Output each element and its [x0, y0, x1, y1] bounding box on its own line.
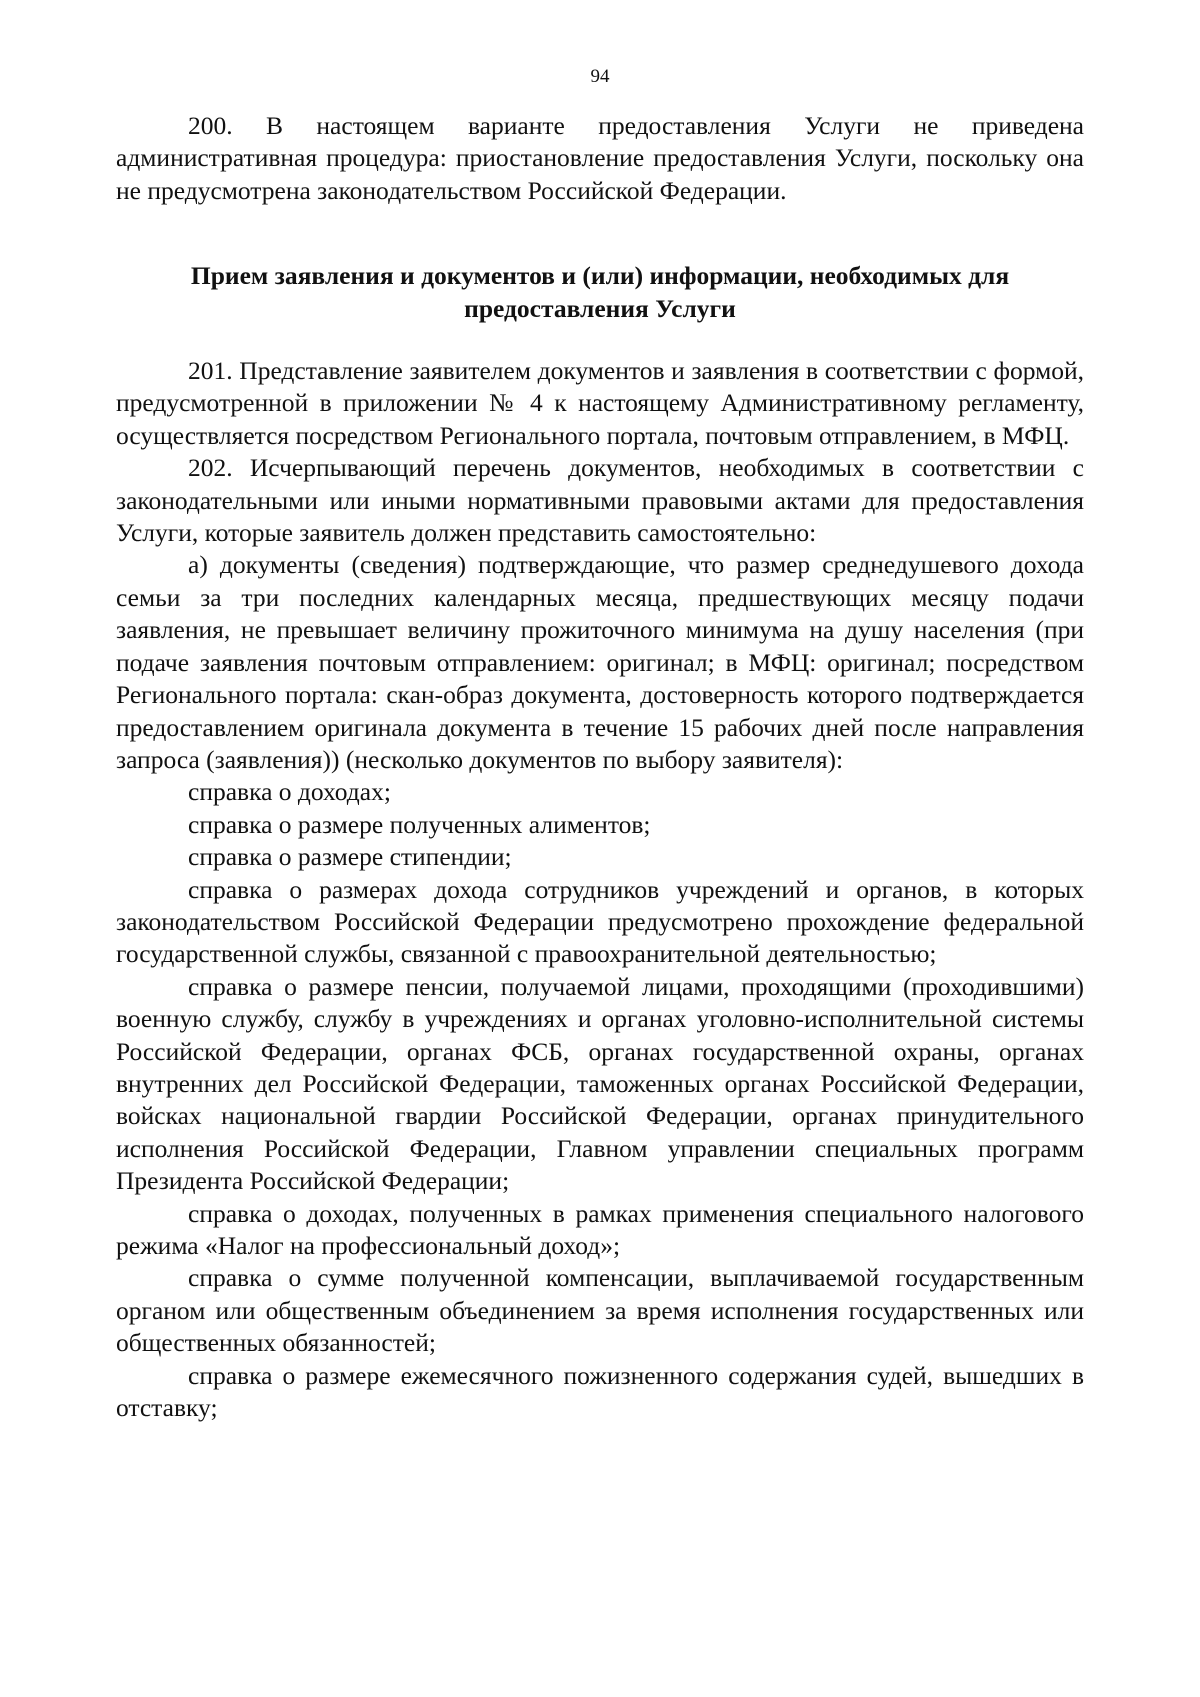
- list-item-law-enforcement-income: справка о размерах дохода сотрудников учреждений и органов, в которых законодательством Российской Федерации предусмотрено прохождение федеральной государственной службы, связанной с правоохранительной деятельностью;: [116, 874, 1084, 969]
- paragraph-200: 200. В настоящем варианте предоставления Услуги не приведена административная процедура: приостановление предоставления Услуги, поскольку она не предусмотрена законодательством Российской Федерации.: [116, 111, 1084, 205]
- document-page: [116, 66, 1084, 1424]
- paragraph-item-a: а) документы (сведения) подтверждающие, что размер среднедушевого дохода семьи за три последних календарных месяца, предшествующих месяцу подачи заявления, не превышает величину прожиточного минимума на душу населения (при подаче заявления почтовым отправлением: оригинал; в МФЦ: оригинал; посредством Регионального портала: скан-образ документа, достоверность которого подтверждается предоставлением оригинала документа в течение 15 рабочих дней после направления запроса (заявления)) (несколько документов по выбору заявителя):: [116, 550, 1084, 774]
- list-item-professional-income-tax: справка о доходах, полученных в рамках применения специального налогового режима «Налог на профессиональный доход»;: [116, 1198, 1084, 1260]
- list-item-stipend-certificate: справка о размере стипендии;: [188, 842, 512, 872]
- list-item-alimony-certificate: справка о размере полученных алиментов;: [188, 809, 651, 839]
- list-item-compensation-certificate: справка о сумме полученной компенсации, выплачиваемой государственным органом или общественным объединением за время исполнения государственных или общественных обязанностей;: [116, 1263, 1084, 1358]
- section-heading: Прием заявления и документов и (или) информации, необходимых для предоставления Услуги: [190, 261, 1010, 323]
- list-item-pension-certificate: справка о размере пенсии, получаемой лицами, проходящими (проходившими) военную службу, службу в учреждениях и органах уголовно-исполнительной системы Российской Федерации, органах ФСБ, органах государственной охраны, органах внутренних дел Российской Федерации, таможенных органах Российской Федерации, войсках национальной гвардии Российской Федерации, органах принудительного исполнения Российской Федерации, Главном управлении специальных программ Президента Российской Федерации;: [116, 971, 1084, 1196]
- paragraph-202: 202. Исчерпывающий перечень документов, необходимых в соответствии с законодательными или иными нормативными правовыми актами для предоставления Услуги, которые заявитель должен представить самостоятельно:: [116, 453, 1084, 548]
- page-number: 94: [590, 66, 610, 87]
- list-item-judges-allowance: справка о размере ежемесячного пожизненного содержания судей, вышедших в отставку;: [116, 1360, 1084, 1423]
- paragraph-201: 201. Представление заявителем документов и заявления в соответствии с формой, предусмотренной в приложении № 4 к настоящему Административному регламенту, осуществляется посредством Регионального портала, почтовым отправлением, в МФЦ.: [116, 356, 1084, 450]
- list-item-income-certificate: справка о доходах;: [188, 777, 391, 807]
